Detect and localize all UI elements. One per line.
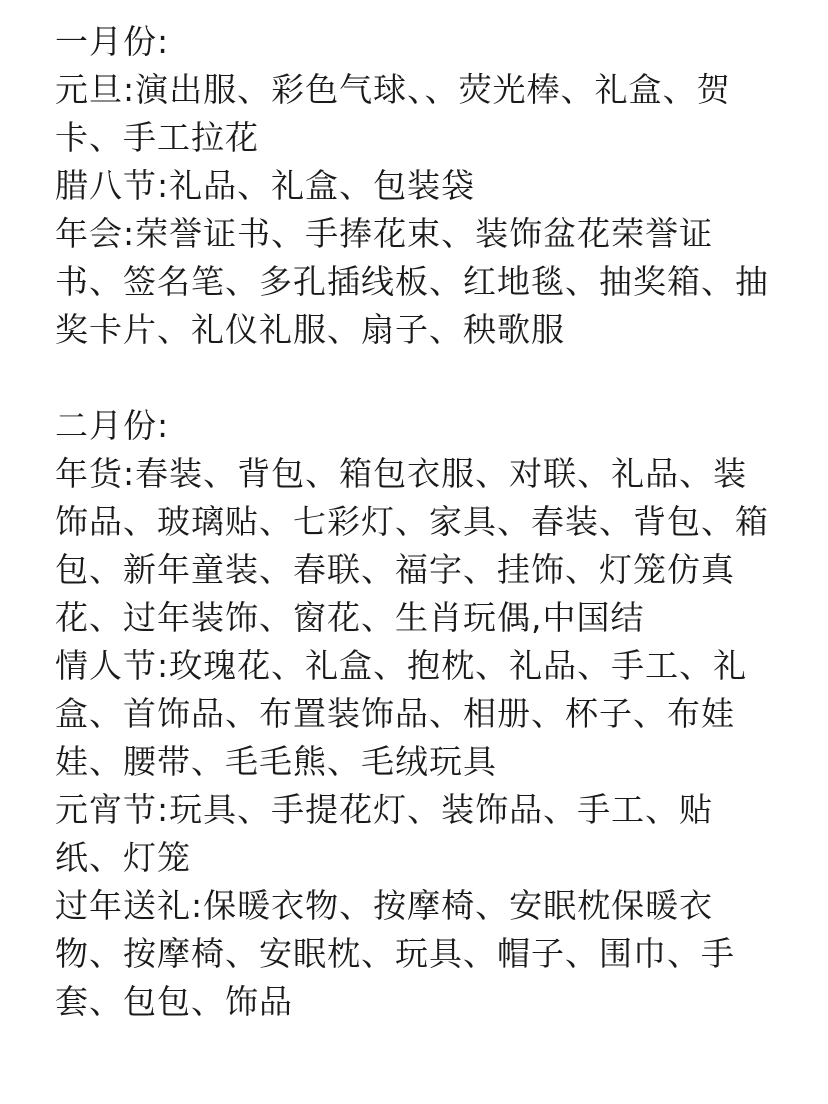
entry-valentines: 情人节:玫瑰花、礼盒、抱枕、礼品、手工、礼盒、首饰品、布置装饰品、相册、杯子、布娃娃、腰带、毛毛熊、毛绒玩具 <box>55 646 748 781</box>
entry-laba: 腊八节:礼品、礼盒、包装袋 <box>55 166 476 205</box>
entry-annual-party: 年会:荣誉证书、手捧花束、装饰盆花荣誉证书、签名笔、多孔插线板、红地毯、抽奖箱、抽奖卡片、礼仪礼服、扇子、秧歌服 <box>55 214 769 349</box>
entry-lantern-festival: 元宵节:玩具、手提花灯、装饰品、手工、贴纸、灯笼 <box>55 790 714 877</box>
entry-new-year-gifts: 过年送礼:保暖衣物、按摩椅、安眠枕保暖衣物、按摩椅、安眠枕、玩具、帽子、围巾、手套、包包、饰品 <box>55 886 735 1021</box>
document-body <box>55 18 775 1026</box>
section-february <box>55 402 775 1026</box>
entry-new-year-goods: 年货:春装、背包、箱包衣服、对联、礼品、装饰品、玻璃贴、七彩灯、家具、春装、背包、箱包、新年童装、春联、福字、挂饰、灯笼仿真花、过年装饰、窗花、生肖玩偶,中国结 <box>55 454 769 637</box>
section-january <box>55 18 775 354</box>
month-heading: 一月份: <box>55 22 170 61</box>
entry-new-year: 元旦:演出服、彩色气球、、荧光棒、礼盒、贺卡、手工拉花 <box>55 70 731 157</box>
month-heading: 二月份: <box>55 406 170 445</box>
